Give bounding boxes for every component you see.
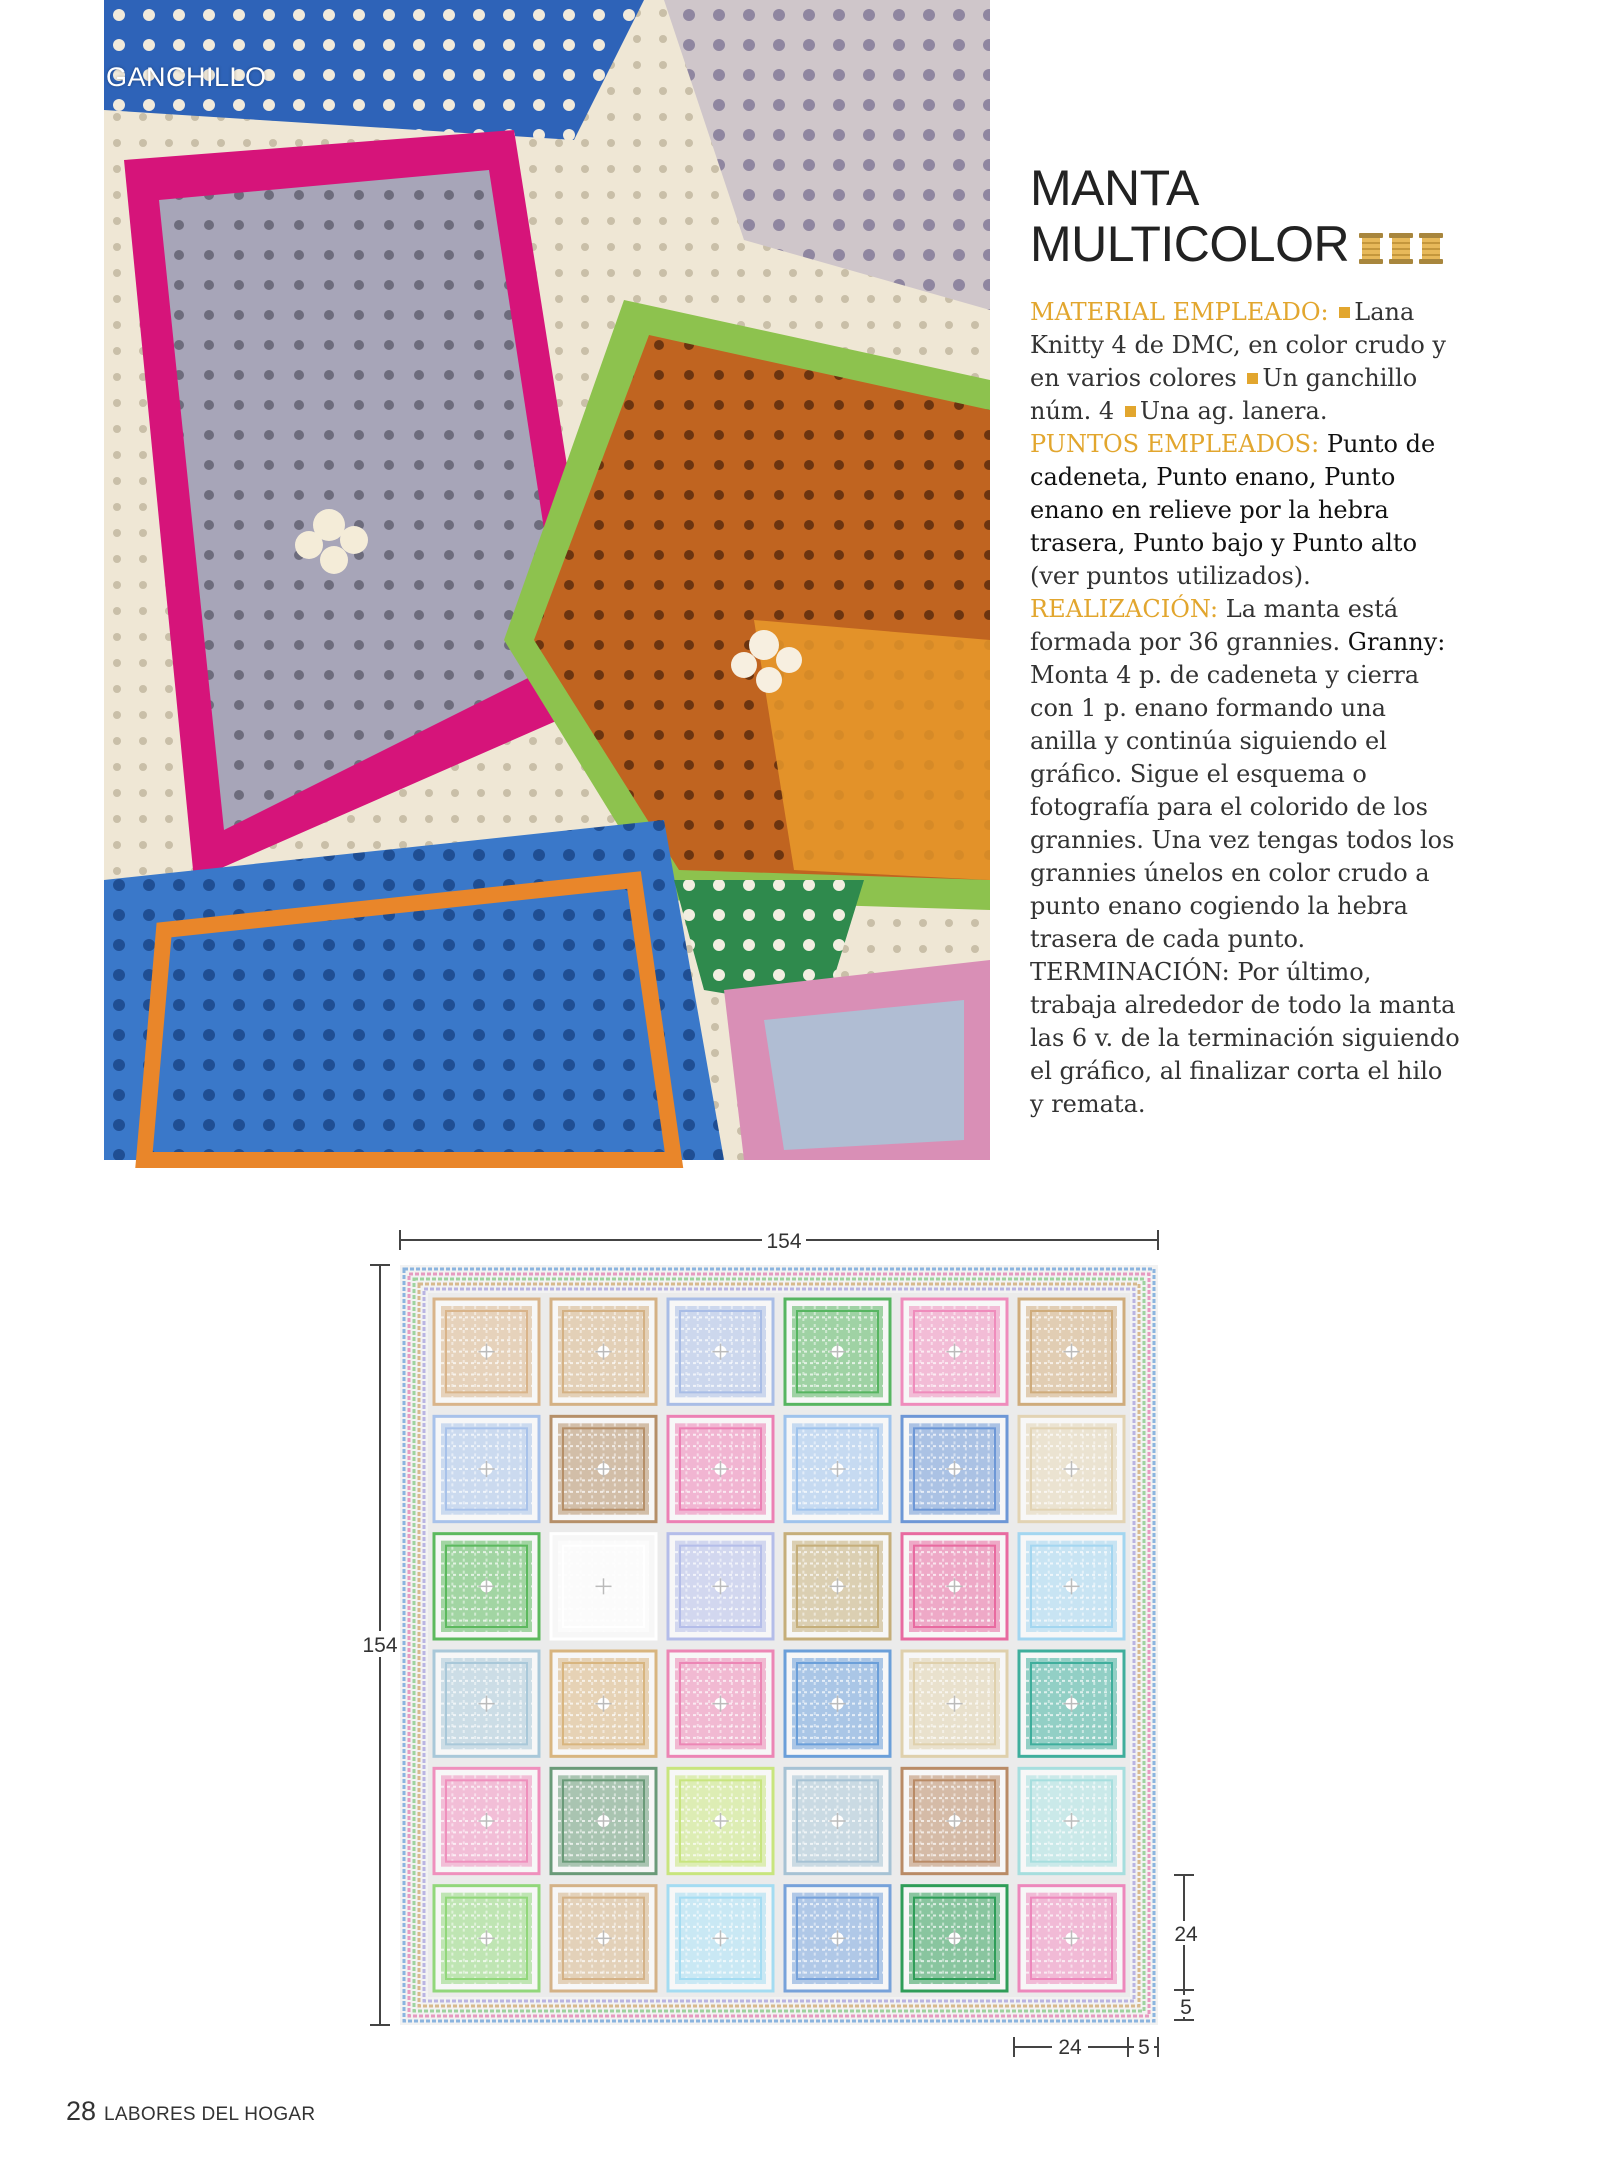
granny-square <box>785 1886 890 1991</box>
material-paragraph <box>1030 296 1460 428</box>
granny-square <box>1019 1416 1124 1521</box>
article <box>1030 160 1460 1121</box>
granny-square <box>785 1651 890 1756</box>
width-label: 154 <box>766 1230 802 1253</box>
granny-square <box>434 1534 539 1639</box>
material-label: MATERIAL EMPLEADO: <box>1030 297 1329 326</box>
granny-square <box>551 1299 656 1404</box>
blanket-grid <box>400 1265 1158 2025</box>
granny-square <box>902 1768 1007 1873</box>
granny-square <box>902 1886 1007 1991</box>
granny-square <box>668 1768 773 1873</box>
crochet-blanket-image <box>104 0 990 1160</box>
granny-square <box>551 1886 656 1991</box>
granny-square <box>434 1416 539 1521</box>
spool-2-icon <box>1389 233 1413 264</box>
granny-square <box>668 1651 773 1756</box>
page-footer <box>66 2096 315 2127</box>
realizacion-label: REALIZACIÓN: <box>1030 594 1219 623</box>
granny-square <box>668 1299 773 1404</box>
bullet-icon <box>1125 406 1136 417</box>
spool-3-icon <box>1419 233 1443 264</box>
granny-square <box>902 1416 1007 1521</box>
article-body <box>1030 296 1460 1121</box>
square-size-label: 24 <box>1174 1923 1198 1946</box>
material-text-1: Lana Knitty 4 de DMC, en color crudo y en varios colores <box>1030 297 1446 392</box>
puntos-tail: (ver puntos utilizados). <box>1030 561 1311 590</box>
granny-label: Granny: <box>1347 627 1446 656</box>
granny-square <box>785 1416 890 1521</box>
granny-square <box>668 1416 773 1521</box>
granny-square <box>551 1651 656 1756</box>
granny-square <box>434 1886 539 1991</box>
granny-square <box>902 1299 1007 1404</box>
border-size-label: 5 <box>1180 1996 1192 2019</box>
puntos-list: Punto de cadeneta, Punto enano, Punto enano en relieve por la hebra trasera, Punto bajo y Punto alto <box>1030 429 1436 557</box>
bullet-icon <box>1247 373 1258 384</box>
granny-square <box>902 1534 1007 1639</box>
granny-square <box>668 1534 773 1639</box>
granny-square <box>551 1768 656 1873</box>
realizacion-paragraph <box>1030 593 1460 956</box>
height-label: 154 <box>362 1634 398 1657</box>
granny-square <box>785 1299 890 1404</box>
granny-square <box>434 1299 539 1404</box>
granny-square <box>434 1651 539 1756</box>
blanket-schematic <box>352 1215 1212 2059</box>
bottom-square-label: 24 <box>1058 2036 1082 2059</box>
granny-square <box>785 1768 890 1873</box>
spool-1-icon <box>1359 233 1383 264</box>
article-title <box>1030 160 1460 276</box>
granny-square <box>1019 1651 1124 1756</box>
granny-square <box>668 1886 773 1991</box>
title-line-2 <box>1030 216 1460 276</box>
puntos-paragraph <box>1030 428 1460 593</box>
granny-square <box>1019 1886 1124 1991</box>
spool-icon <box>1357 220 1445 276</box>
granny-square <box>434 1768 539 1873</box>
granny-square <box>902 1651 1007 1756</box>
puntos-label: PUNTOS EMPLEADOS: <box>1030 429 1320 458</box>
page-number: 28 <box>66 2096 97 2126</box>
title-line-1: MANTA <box>1030 160 1199 216</box>
bottom-border-label: 5 <box>1138 2036 1150 2059</box>
blanket-photo <box>104 0 990 1160</box>
section-label: GANCHILLO <box>106 62 267 92</box>
terminacion-paragraph: TERMINACIÓN: Por último, trabaja alrededor de todo la manta las 6 v. de la terminación siguiendo el gráfico, al finalizar corta el hilo y remata. <box>1030 957 1460 1118</box>
material-text-3: Una ag. lanera. <box>1139 396 1328 425</box>
granny-square <box>1019 1768 1124 1873</box>
granny-square <box>785 1534 890 1639</box>
granny-square <box>551 1416 656 1521</box>
granny-square <box>551 1534 656 1639</box>
material-text-2: Un ganchillo núm. 4 <box>1030 363 1418 425</box>
realizacion-text-1: La manta está formada por 36 grannies. <box>1030 594 1399 656</box>
realizacion-text-2: Monta 4 p. de cadeneta y cierra con 1 p. enano formando una anilla y continúa siguiendo el gráfico. Sigue el esquema o fotografía para el colorido de los grannies. Una vez tengas todos los grannies únelos en color crudo a punto enano cogiendo la hebra trasera de cada punto. <box>1030 660 1455 953</box>
bullet-icon <box>1339 307 1350 318</box>
blanket-diagram <box>352 1215 1212 2059</box>
magazine-name: LABORES DEL HOGAR <box>104 2104 316 2125</box>
title-line-2-text: MULTICOLOR <box>1030 216 1350 272</box>
granny-square <box>1019 1299 1124 1404</box>
granny-square <box>1019 1534 1124 1639</box>
